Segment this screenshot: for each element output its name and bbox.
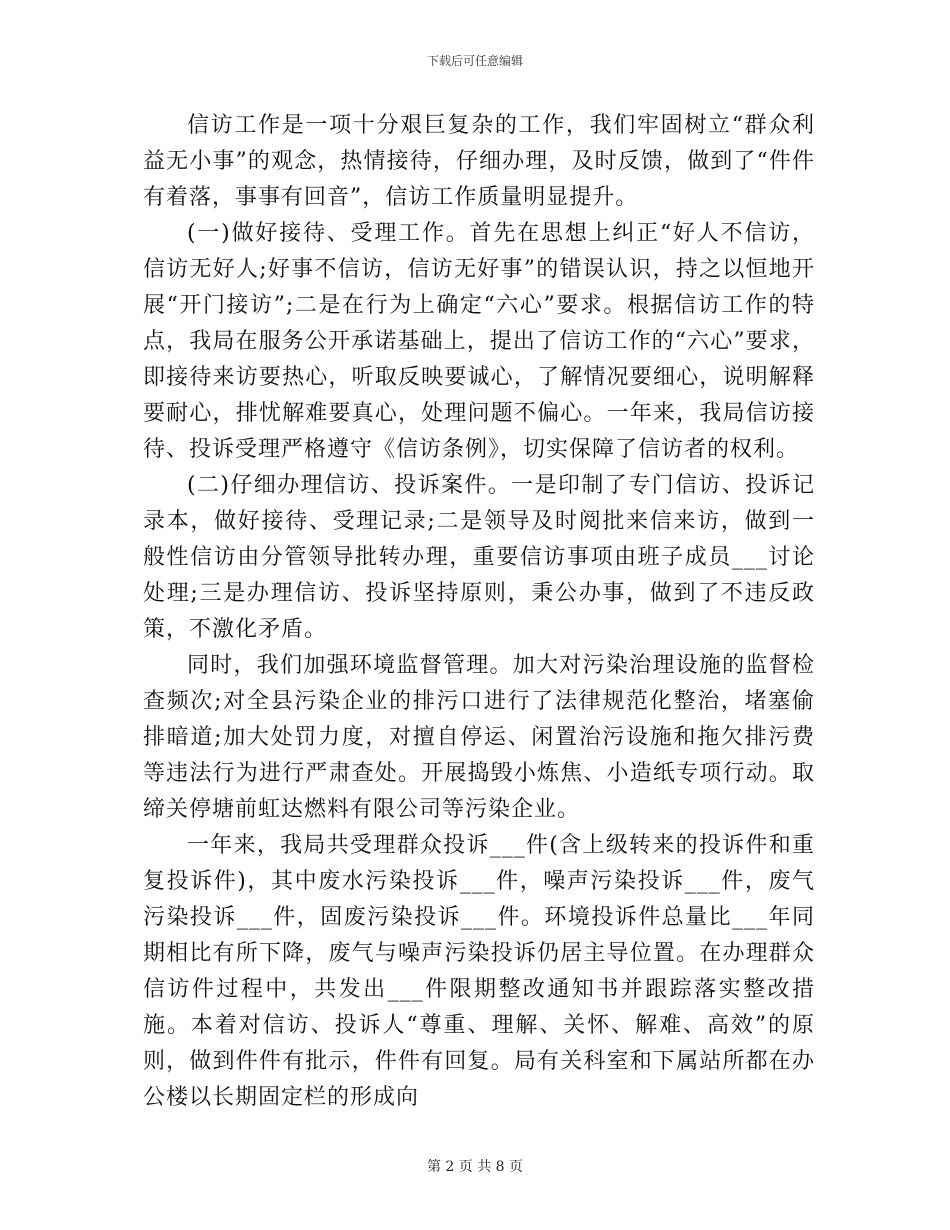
document-body [143,108,815,1116]
paragraph-petition-overview: 信访工作是一项十分艰巨复杂的工作，我们牢固树立“群众利益无小事”的观念，热情接待，仔细办理，及时反馈，做到了“件件有着落，事事有回音”，信访工作质量明显提升。 [143,113,815,210]
paragraph-environment-supervision: 同时，我们加强环境监督管理。加大对污染治理设施的监督检查频次;对全县污染企业的排污口进行了法律规范化整治，堵塞偷排暗道;加大处罚力度，对擅自停运、闲置治污设施和拖欠排污费等违法行为进行严肃查处。开展捣毁小炼焦、小造纸专项行动。取缔关停塘前虹达燃料有限公司等污染企业。 [143,653,815,822]
paragraph-complaint-statistics: 一年来，我局共受理群众投诉___件(含上级转来的投诉件和重复投诉件)，其中废水污染投诉___件，噪声污染投诉___件，废气污染投诉___件，固废污染投诉___件。环境投诉件总量比___年同期相比有所下降，废气与噪声污染投诉仍居主导位置。在办理群众信访件过程中，共发出___件限期整改通知书并跟踪落实整改措施。本着对信访、投诉人“尊重、理解、关怀、解难、高效”的原则，做到件件有批示，件件有回复。局有关科室和下属站所都在办公楼以长期固定栏的形成向 [143,833,815,1110]
paragraph-reception-work: (一)做好接待、受理工作。首先在思想上纠正“好人不信访，信访无好人;好事不信访，信访无好事”的错误认识，持之以恒地开展“开门接访”;二是在行为上确定“六心”要求。根据信访工作的特点，我局在服务公开承诺基础上，提出了信访工作的“六心”要求，即接待来访要热心，听取反映要诚心，了解情况要细心，说明解释要耐心，排忧解难要真心，处理问题不偏心。一年来，我局信访接待、投诉受理严格遵守《信访条例》，切实保障了信访者的权利。 [143,221,815,462]
page-number: 第 2 页 共 8 页 [426,1159,524,1175]
page-header: 下载后可任意编辑 [426,54,523,68]
paragraph-case-handling: (二)仔细办理信访、投诉案件。一是印制了专门信访、投诉记录本，做好接待、受理记录;二是领导及时阅批来信来访，做到一般性信访由分管领导批转办理，重要信访事项由班子成员___讨论处理;三是办理信访、投诉坚持原则，秉公办事，做到了不违反政策，不激化矛盾。 [143,473,815,642]
